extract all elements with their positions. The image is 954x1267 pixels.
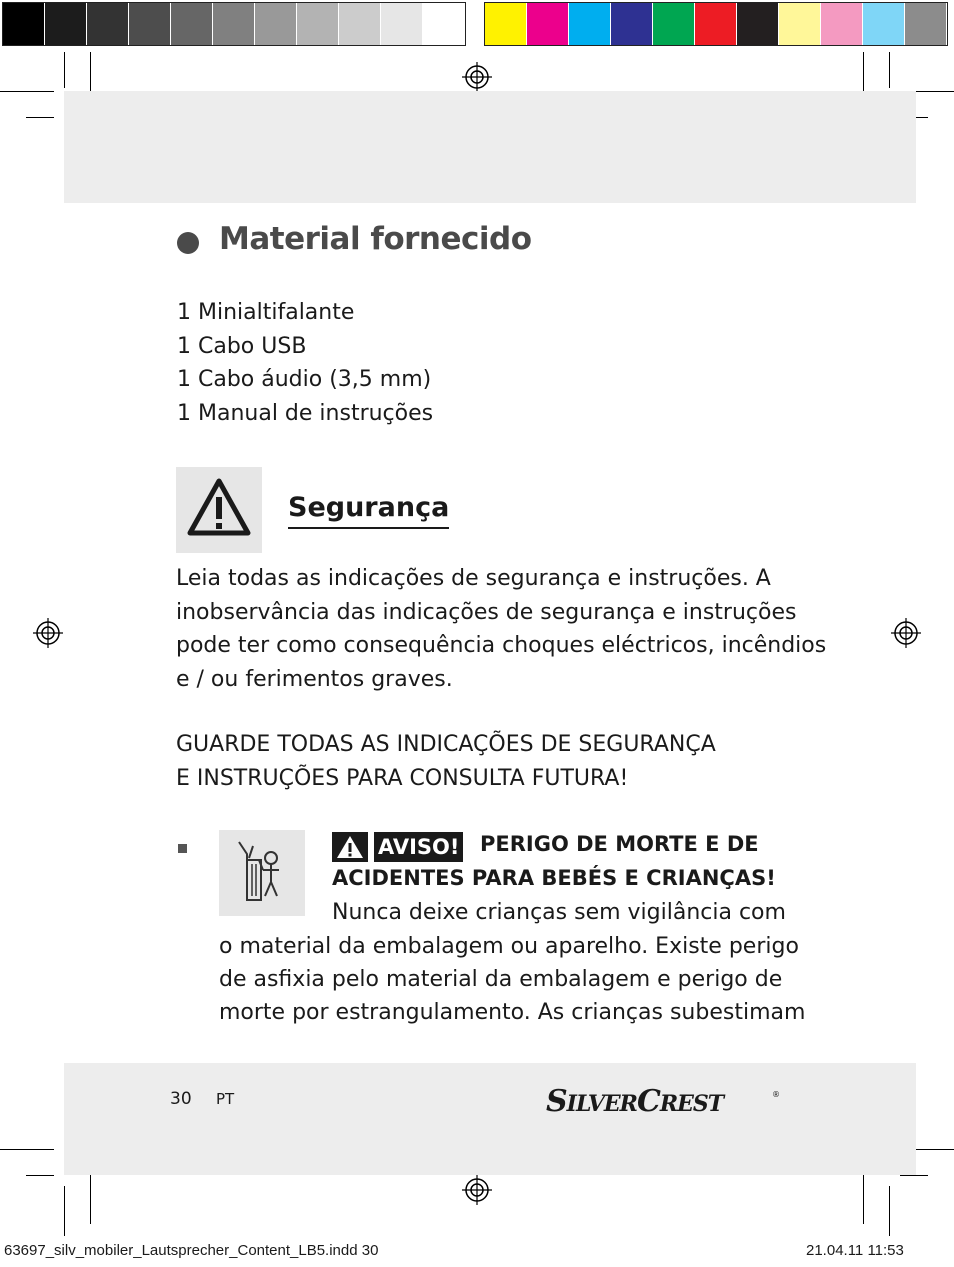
warning-body [219,930,805,1029]
color-swatch [569,3,611,45]
warning-triangle-icon [176,467,262,553]
child-hazard-icon-box [219,830,305,916]
contents-list [177,296,433,430]
color-swatch [653,3,695,45]
color-swatch [87,3,129,45]
file-slug: 63697_silv_mobiler_Lautsprecher_Content_LB5.indd 30 [4,1242,379,1259]
list-bullet-icon [178,844,187,853]
crop-mark [0,1149,54,1150]
child-hazard-icon [219,830,305,916]
warning-triangle-icon [332,832,368,862]
warning-body-line: Nunca deixe crianças sem vigilância com [332,900,786,925]
color-swatch [171,3,213,45]
color-bar-grayscale [2,2,466,46]
warning-body-line: de asfixia pelo material da embalagem e perigo de [219,967,783,992]
crop-mark [26,117,54,118]
section-title-seguranca: Segurança [288,490,449,529]
color-swatch [821,3,863,45]
list-item: 1 Cabo áudio (3,5 mm) [177,367,432,392]
color-swatch [485,3,527,45]
crop-mark [889,52,890,88]
notice-line: GUARDE TODAS AS INDICAÇÕES DE SEGURANÇA [176,732,716,757]
color-swatch [3,3,45,45]
warning-heading: ACIDENTES PARA BEBÉS E CRIANÇAS! [332,866,776,890]
crop-mark [0,91,54,92]
header-band [64,91,916,203]
silvercrest-logo [546,1079,782,1119]
registration-mark-icon [891,618,921,648]
warning-icon-box [176,467,262,553]
color-swatch [129,3,171,45]
page-number: 30 [170,1089,192,1109]
list-item: 1 Manual de instruções [177,400,434,426]
section-title-material: Material fornecido [219,221,532,257]
list-item: 1 Cabo USB [177,333,307,359]
paragraph-line: inobservância das indicações de segurança e instruções [176,599,797,625]
warning-body-line: morte por estrangulamento. As crianças subestimam [219,1000,806,1025]
color-swatch [527,3,569,45]
color-swatch [863,3,905,45]
aviso-badge: AVISO! [374,832,463,862]
svg-text:®: ® [772,1090,780,1099]
safety-paragraph [176,562,827,696]
color-swatch [213,3,255,45]
crop-mark [26,1175,54,1176]
color-swatch [611,3,653,45]
crop-mark [900,1175,928,1176]
paragraph-line: Leia todas as indicações de segurança e instruções. A [176,566,771,591]
color-swatch [695,3,737,45]
crop-mark [64,1186,65,1236]
color-swatch [423,3,465,45]
heading-bullet-icon [177,232,199,254]
keep-instructions-notice [176,728,716,796]
color-swatch [905,3,947,45]
color-swatch [297,3,339,45]
footer-band [64,1063,916,1175]
date-slug: 21.04.11 11:53 [806,1242,904,1259]
registration-mark-icon [33,618,63,648]
language-code: PT [216,1090,235,1108]
paragraph-line: pode ter como consequência choques eléctricos, incêndios [176,633,827,658]
color-swatch [737,3,779,45]
warning-heading: PERIGO DE MORTE E DE [480,832,759,856]
registration-mark-icon [462,62,492,92]
paragraph-line: e / ou ferimentos graves. [176,666,453,692]
warning-body-line: o material da embalagem ou aparelho. Existe perigo [219,934,799,959]
color-swatch [255,3,297,45]
crop-mark [64,52,65,88]
color-bar-process [484,2,948,46]
color-swatch [339,3,381,45]
svg-text:SILVERCREST: SILVERCREST [546,1084,724,1119]
color-swatch [779,3,821,45]
list-item: 1 Minialtifalante [177,300,355,325]
color-swatch [45,3,87,45]
registration-mark-icon [462,1175,492,1205]
notice-line: E INSTRUÇÕES PARA CONSULTA FUTURA! [176,766,629,791]
color-swatch [381,3,423,45]
crop-mark [889,1186,890,1236]
